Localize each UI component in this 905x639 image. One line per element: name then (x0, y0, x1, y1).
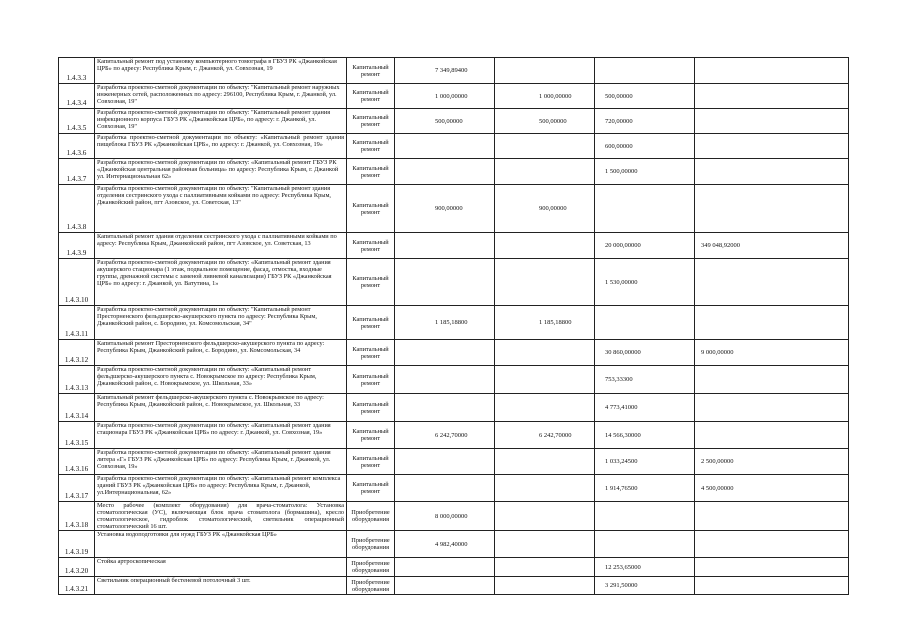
row-description: Разработка проектно-сметной документации по объекту: "Капитальный ремонт здания инфекционного корпуса ГБУЗ РК «Джанкойская ЦРБ», по адресу: г. Джанкой, ул. Совхозная, 19" (95, 109, 347, 134)
row-number: 1.4.3.4 (59, 84, 95, 109)
row-type: Капитальный ремонт (347, 475, 395, 502)
table-row (59, 422, 849, 449)
value-col-4 (695, 84, 849, 109)
value-col-2 (495, 233, 595, 259)
value-col-4 (695, 394, 849, 422)
value-col-2 (495, 340, 595, 366)
row-type: Капитальный ремонт (347, 449, 395, 475)
value-col-1 (395, 475, 495, 502)
value-col-1: 900,00000 (395, 185, 495, 233)
value-col-2 (495, 366, 595, 394)
value-col-2 (495, 159, 595, 185)
row-description: Разработка проектно-сметной документации по объекту: «Капитальный ремонт ГБУЗ РК «Джанкойская центральная районная больница» по адресу: Республика Крым, г. Джанкой ул. Интернациональная 62» (95, 159, 347, 185)
row-description: Разработка проектно-сметной документации по объекту: «Капитальный ремонт здания стационара ГБУЗ РК «Джанкойская ЦРБ» по адресу: г. Джанкой, ул. Совхозная, 19» (95, 422, 347, 449)
value-col-3: 600,00000 (595, 134, 695, 159)
row-type: Приобретение оборудования (347, 502, 395, 531)
value-col-4 (695, 531, 849, 558)
value-col-1 (395, 340, 495, 366)
value-col-1: 1 000,00000 (395, 84, 495, 109)
budget-table (58, 57, 849, 595)
row-number: 1.4.3.7 (59, 159, 95, 185)
value-col-4: 4 500,00000 (695, 475, 849, 502)
row-type: Капитальный ремонт (347, 58, 395, 84)
row-type: Капитальный ремонт (347, 159, 395, 185)
value-col-2: 6 242,70000 (495, 422, 595, 449)
row-number: 1.4.3.3 (59, 58, 95, 84)
value-col-3: 12 253,65000 (595, 558, 695, 577)
value-col-1: 6 242,70000 (395, 422, 495, 449)
value-col-1 (395, 366, 495, 394)
value-col-4 (695, 159, 849, 185)
row-description: Разработка проектно-сметной документации по объекту: «Капитальный ремонт фельдшерско-акушерского пункта с. Новокрымское по адресу: Республика Крым, Джанкойский район, с. Новокрымское, ул. Школьная, 33» (95, 366, 347, 394)
table-row (59, 134, 849, 159)
value-col-2 (495, 475, 595, 502)
value-col-4 (695, 558, 849, 577)
row-description: Разработка проектно-сметной документации по объекту: «Капитальный ремонт здания пищеблока ГБУЗ РК «Джанкойская ЦРБ», по адресу: г. Джанкой, ул. Совхозная, 19» (95, 134, 347, 159)
row-type: Капитальный ремонт (347, 422, 395, 449)
row-number: 1.4.3.6 (59, 134, 95, 159)
row-description: Капитальный ремонт Престорненского фельдшерско-акушерского пункта по адресу: Республика Крым, Джанкойский район, с. Бородино, ул. Комсомольская, 34 (95, 340, 347, 366)
table-row (59, 159, 849, 185)
value-col-1: 7 349,89400 (395, 58, 495, 84)
value-col-1: 4 982,40000 (395, 531, 495, 558)
value-col-1: 8 000,00000 (395, 502, 495, 531)
value-col-2: 1 000,00000 (495, 84, 595, 109)
value-col-2 (495, 259, 595, 306)
table-row (59, 475, 849, 502)
value-col-4: 2 500,00000 (695, 449, 849, 475)
value-col-2 (495, 577, 595, 595)
row-type: Капитальный ремонт (347, 185, 395, 233)
row-number: 1.4.3.19 (59, 531, 95, 558)
row-description: Светильник операционный бестеневой потолочный 3 шт. (95, 577, 347, 595)
row-number: 1.4.3.20 (59, 558, 95, 577)
row-description: Разработка проектно-сметной документации по объекту: «Капитальный ремонт здания литера «Г» ГБУЗ РК «Джанкойская ЦРБ» по адресу: Республика Крым, г. Джанкой, ул. Совхозная, 19» (95, 449, 347, 475)
value-col-4 (695, 185, 849, 233)
value-col-4 (695, 422, 849, 449)
row-number: 1.4.3.15 (59, 422, 95, 449)
value-col-2 (495, 394, 595, 422)
table-row (59, 109, 849, 134)
value-col-3 (595, 531, 695, 558)
value-col-4 (695, 577, 849, 595)
value-col-4: 9 000,00000 (695, 340, 849, 366)
table-row (59, 502, 849, 531)
row-number: 1.4.3.21 (59, 577, 95, 595)
row-description: Разработка проектно-сметной документации по объекту: "Капитальный ремонт здания отделения сестринского ухода с паллиативными койками по адресу: Республика Крым, Джанкойский район, пгт Азовское, ул. Советская, 13" (95, 185, 347, 233)
row-type: Капитальный ремонт (347, 306, 395, 340)
row-description: Разработка проектно-сметной документации по объекту: "Капитальный ремонт Престорненского фельдшерско-акушерского пункта по адресу: Республика Крым, Джанкойский район, с. Бородино, ул. Комсомольская, 34" (95, 306, 347, 340)
value-col-3: 3 291,50000 (595, 577, 695, 595)
row-type: Капитальный ремонт (347, 233, 395, 259)
value-col-1 (395, 577, 495, 595)
value-col-1: 1 185,18800 (395, 306, 495, 340)
value-col-4 (695, 502, 849, 531)
table-row (59, 577, 849, 595)
row-type: Капитальный ремонт (347, 340, 395, 366)
value-col-3: 20 000,00000 (595, 233, 695, 259)
value-col-4: 349 048,92000 (695, 233, 849, 259)
row-type: Приобретение оборудования (347, 531, 395, 558)
row-number: 1.4.3.18 (59, 502, 95, 531)
table-row (59, 449, 849, 475)
row-type: Капитальный ремонт (347, 134, 395, 159)
value-col-3 (595, 502, 695, 531)
value-col-4 (695, 259, 849, 306)
value-col-1 (395, 134, 495, 159)
value-col-1 (395, 449, 495, 475)
value-col-4 (695, 134, 849, 159)
row-number: 1.4.3.16 (59, 449, 95, 475)
row-number: 1.4.3.5 (59, 109, 95, 134)
value-col-2 (495, 502, 595, 531)
row-number: 1.4.3.9 (59, 233, 95, 259)
value-col-4 (695, 366, 849, 394)
value-col-2: 900,00000 (495, 185, 595, 233)
value-col-3 (595, 306, 695, 340)
value-col-3: 1 530,00000 (595, 259, 695, 306)
value-col-2 (495, 134, 595, 159)
row-number: 1.4.3.10 (59, 259, 95, 306)
value-col-3: 753,33300 (595, 366, 695, 394)
table-row (59, 558, 849, 577)
value-col-3: 720,00000 (595, 109, 695, 134)
row-description: Разработка проектно-сметной документации по объекту: «Капитальный ремонт здания акушерского стационара (1 этаж, подвальное помещение, фасад, отмостка, входные группы, дренажной системы с заменой ливневой канализации) ГБУЗ РК «Джанкойская ЦРБ» по адресу: г. Джанкой, ул. Ватутина, 1» (95, 259, 347, 306)
row-type: Капитальный ремонт (347, 394, 395, 422)
value-col-4 (695, 306, 849, 340)
row-description: Разработка проектно-сметной документации по объекту: "Капитальный ремонт наружных инженерных сетей, расположенных по адресу: 296100, Республика Крым, г. Джанкой, ул. Совхозная, 19" (95, 84, 347, 109)
row-number: 1.4.3.14 (59, 394, 95, 422)
row-type: Капитальный ремонт (347, 366, 395, 394)
value-col-3: 14 566,30000 (595, 422, 695, 449)
value-col-3 (595, 58, 695, 84)
row-type: Приобретение оборудования (347, 577, 395, 595)
row-description: Капитальный ремонт здания отделения сестринского ухода с паллиативными койками по адресу: Республика Крым, Джанкойский район, пгт Азовское, ул. Советская, 13 (95, 233, 347, 259)
value-col-3: 1 033,24500 (595, 449, 695, 475)
row-type: Капитальный ремонт (347, 109, 395, 134)
value-col-3: 1 500,00000 (595, 159, 695, 185)
row-type: Капитальный ремонт (347, 259, 395, 306)
table-row (59, 306, 849, 340)
table-row (59, 394, 849, 422)
value-col-1 (395, 159, 495, 185)
table-row (59, 84, 849, 109)
table-row (59, 366, 849, 394)
row-number: 1.4.3.8 (59, 185, 95, 233)
row-type: Приобретение оборудования (347, 558, 395, 577)
row-description: Стойка артроскопическая (95, 558, 347, 577)
row-number: 1.4.3.13 (59, 366, 95, 394)
value-col-1 (395, 233, 495, 259)
value-col-2: 1 185,18800 (495, 306, 595, 340)
value-col-3: 30 860,00000 (595, 340, 695, 366)
value-col-2 (495, 531, 595, 558)
value-col-2: 500,00000 (495, 109, 595, 134)
row-description: Место рабочее (комплект оборудования) для врача-стоматолога: Установка стоматологическая (УС), включающая блок врача стоматолога (бормашина), кресло стоматологическое, гидроблок стоматологический, светильник операционный стоматологический 16 шт. (95, 502, 347, 531)
table-row (59, 340, 849, 366)
row-description: Капитальный ремонт фельдшерско-акушерского пункта с. Новокрымское по адресу: Республика Крым, Джанкойский район, с. Новокрымское, ул. Школьная, 33 (95, 394, 347, 422)
value-col-3: 4 773,41000 (595, 394, 695, 422)
value-col-1: 500,00000 (395, 109, 495, 134)
row-description: Капитальный ремонт под установку компьютерного томографа в ГБУЗ РК «Джанкойская ЦРБ» по адресу: Республика Крым, г. Джанкой, ул. Совхозная, 19 (95, 58, 347, 84)
table-row (59, 58, 849, 84)
table-row (59, 259, 849, 306)
row-number: 1.4.3.12 (59, 340, 95, 366)
value-col-2 (495, 558, 595, 577)
value-col-1 (395, 394, 495, 422)
value-col-3 (595, 185, 695, 233)
value-col-4 (695, 58, 849, 84)
table-row (59, 233, 849, 259)
row-number: 1.4.3.17 (59, 475, 95, 502)
value-col-2 (495, 449, 595, 475)
value-col-4 (695, 109, 849, 134)
value-col-1 (395, 558, 495, 577)
row-description: Установка водоподготовки для нужд ГБУЗ РК «Джанкойская ЦРБ» (95, 531, 347, 558)
table-row (59, 185, 849, 233)
value-col-3: 1 914,76500 (595, 475, 695, 502)
row-number: 1.4.3.11 (59, 306, 95, 340)
value-col-2 (495, 58, 595, 84)
row-description: Разработка проектно-сметной документации по объекту: «Капитальный ремонт комплекса зданий ГБУЗ РК «Джанкойская ЦРБ» по адресу: Республика Крым, г. Джанкой, ул.Интернациональная, 62» (95, 475, 347, 502)
value-col-1 (395, 259, 495, 306)
table-row (59, 531, 849, 558)
value-col-3: 500,00000 (595, 84, 695, 109)
row-type: Капитальный ремонт (347, 84, 395, 109)
